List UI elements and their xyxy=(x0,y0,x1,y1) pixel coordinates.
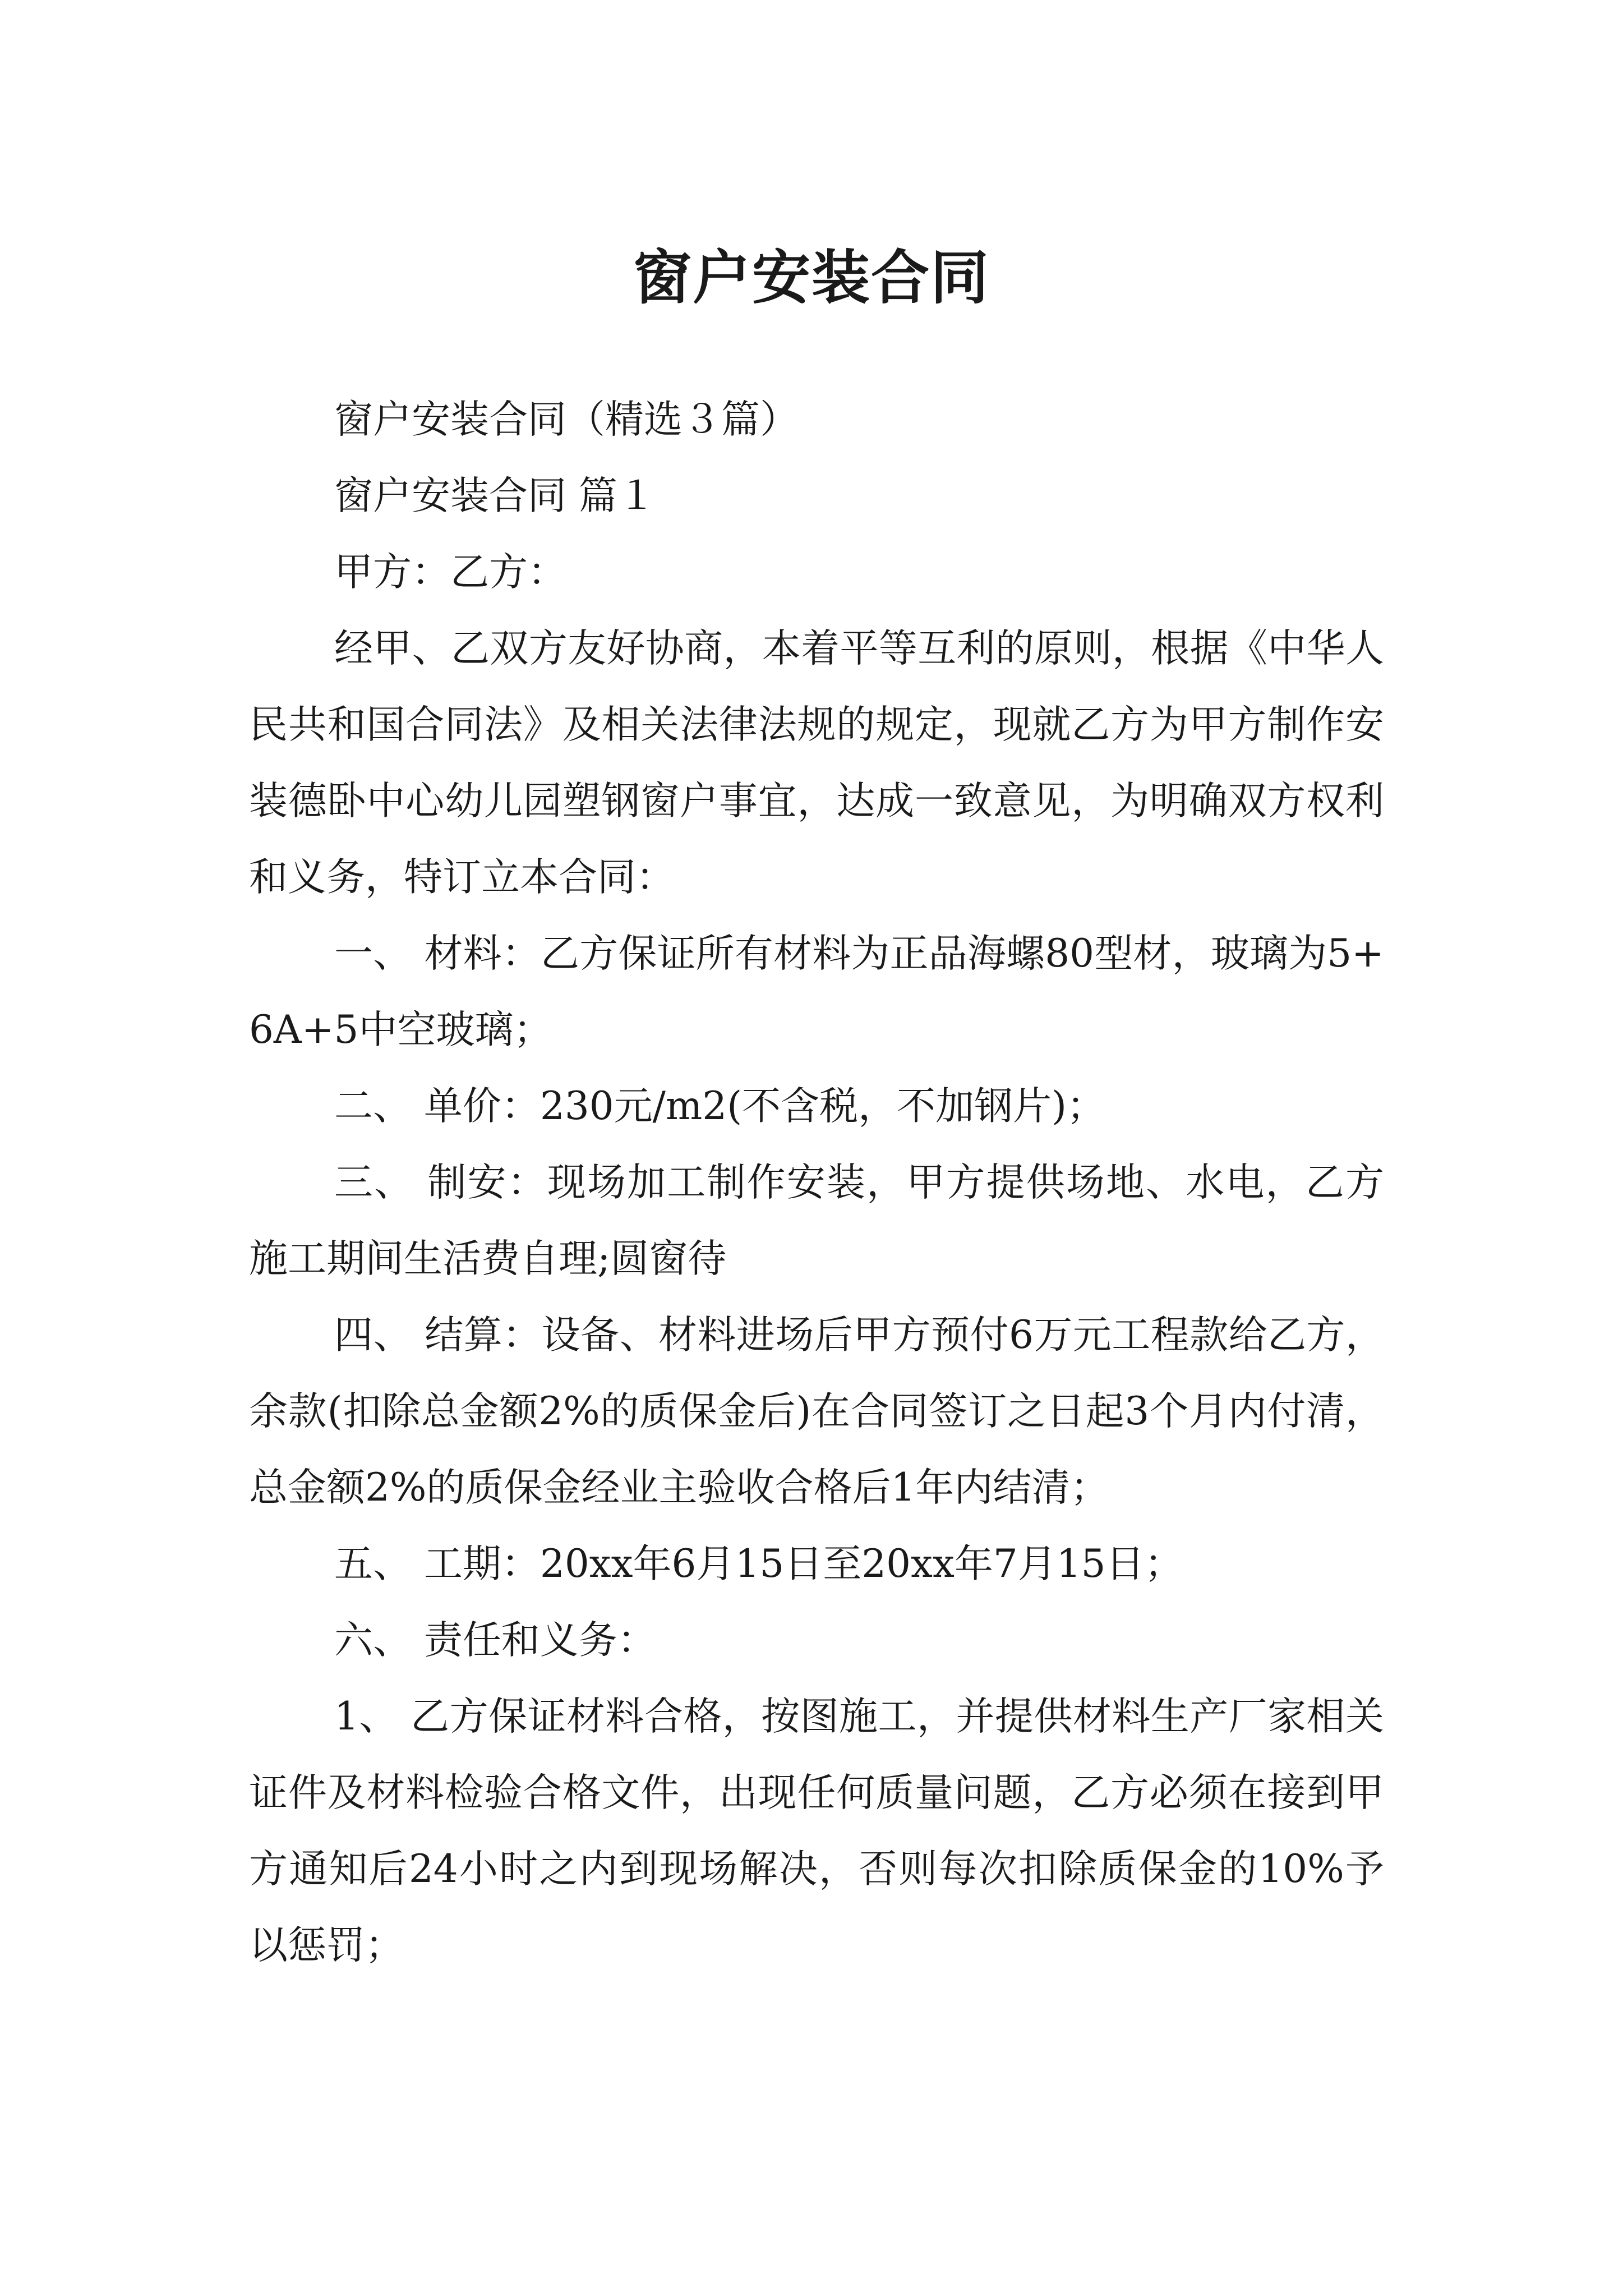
clause-responsibilities: 六、 责任和义务： xyxy=(334,1618,656,1663)
parties-line: 甲方：乙方： xyxy=(334,550,566,595)
preamble-paragraph: 经甲、乙双方友好协商，本着平等互利的原则，根据《中华人民共和国合同法》及相关法律法规的规定，现就乙方为甲方制作安装德卧中心幼儿园塑钢窗户事宜，达成一致意见，为明确双方权利和义务，特订立本合同： xyxy=(249,626,1384,900)
document-title: 窗户安装合同 xyxy=(633,242,990,312)
clause-materials: 一、 材料：乙方保证所有材料为正品海螺80型材，玻璃为5+6A+5中空玻璃； xyxy=(249,931,1384,1052)
section-heading: 窗户安装合同 篇１ xyxy=(334,473,656,518)
subclause-1: 1、 乙方保证材料合格，按图施工，并提供材料生产厂家相关证件及材料检验合格文件，出现任何质量问题，乙方必须在接到甲方通知后24小时之内到现场解决，否则每次扣除质保金的10%予以惩罚； xyxy=(249,1694,1384,1968)
clause-fabrication: 三、 制安：现场加工制作安装，甲方提供场地、水电，乙方施工期间生活费自理;圆窗待 xyxy=(249,1160,1384,1281)
document-body xyxy=(249,381,1384,1984)
clause-schedule: 五、 工期：20xx年6月15日至20xx年7月15日； xyxy=(334,1542,1183,1586)
clause-unit-price: 二、 单价：230元/m2(不含税，不加钢片)； xyxy=(334,1084,1106,1129)
subtitle-selection: 窗户安装合同（精选３篇） xyxy=(334,397,799,442)
clause-settlement: 四、 结算：设备、材料进场后甲方预付6万元工程款给乙方，余款(扣除总金额2%的质保金后)在合同签订之日起3个月内付清，总金额2%的质保金经业主验收合格后1年内结清； xyxy=(249,1313,1384,1510)
